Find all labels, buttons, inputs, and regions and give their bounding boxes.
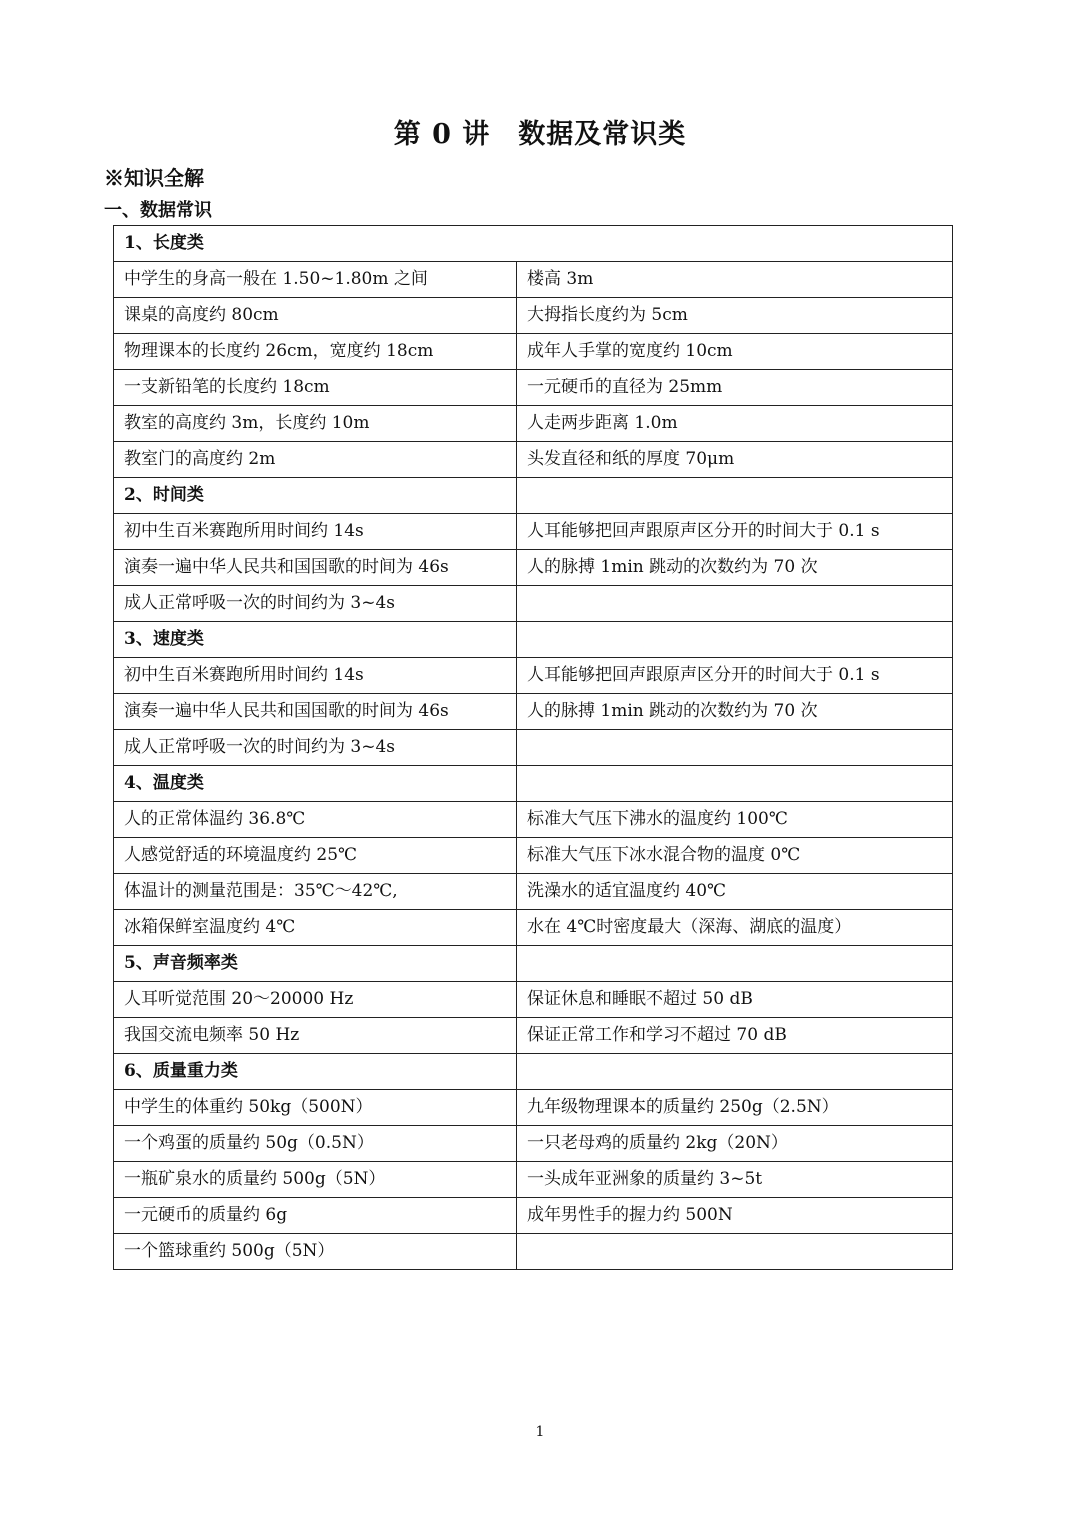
cell-right (517, 766, 953, 802)
cell-right: 人的脉搏 1min 跳动的次数约为 70 次 (517, 550, 953, 586)
table-row (114, 1162, 953, 1198)
cell-left: 物理课本的长度约 26cm，宽度约 18cm (114, 334, 517, 370)
category-label: 4、温度类 (114, 766, 517, 802)
page-number: 1 (535, 1424, 545, 1440)
cell-left: 教室的高度约 3m，长度约 10m (114, 406, 517, 442)
table-row (114, 694, 953, 730)
table-row (114, 370, 953, 406)
cell-left: 初中生百米赛跑所用时间约 14s (114, 514, 517, 550)
table-row (114, 262, 953, 298)
cell-right: 人的脉搏 1min 跳动的次数约为 70 次 (517, 694, 953, 730)
cell-left: 成人正常呼吸一次的时间约为 3~4s (114, 586, 517, 622)
table-row (114, 442, 953, 478)
subsection-heading: 一、数据常识 (104, 200, 212, 221)
cell-left: 教室门的高度约 2m (114, 442, 517, 478)
table-row (114, 1234, 953, 1270)
category-label: 5、声音频率类 (114, 946, 517, 982)
table-row (114, 838, 953, 874)
cell-left: 演奏一遍中华人民共和国国歌的时间为 46s (114, 694, 517, 730)
category-row (114, 478, 953, 514)
table-row (114, 982, 953, 1018)
table-row (114, 514, 953, 550)
cell-right: 水在 4℃时密度最大（深海、湖底的温度） (517, 910, 953, 946)
cell-right: 一只老母鸡的质量约 2kg（20N） (517, 1126, 953, 1162)
table-row (114, 658, 953, 694)
cell-left: 课桌的高度约 80cm (114, 298, 517, 334)
category-label: 3、速度类 (114, 622, 517, 658)
cell-right (517, 1234, 953, 1270)
category-label: 2、时间类 (114, 478, 517, 514)
cell-left: 一个鸡蛋的质量约 50g（0.5N） (114, 1126, 517, 1162)
cell-right: 头发直径和纸的厚度 70μm (517, 442, 953, 478)
cell-right (517, 622, 953, 658)
cell-right (517, 730, 953, 766)
cell-right: 人耳能够把回声跟原声区分开的时间大于 0.1 s (517, 658, 953, 694)
cell-left: 人感觉舒适的环境温度约 25℃ (114, 838, 517, 874)
table-row (114, 1090, 953, 1126)
cell-left: 体温计的测量范围是：35℃～42℃, (114, 874, 517, 910)
cell-right (517, 1054, 953, 1090)
cell-right: 保证正常工作和学习不超过 70 dB (517, 1018, 953, 1054)
table-row (114, 1126, 953, 1162)
cell-right: 成年人手掌的宽度约 10cm (517, 334, 953, 370)
cell-left: 冰箱保鲜室温度约 4℃ (114, 910, 517, 946)
cell-left: 一瓶矿泉水的质量约 500g（5N） (114, 1162, 517, 1198)
cell-left: 人耳听觉范围 20～20000 Hz (114, 982, 517, 1018)
table-row (114, 910, 953, 946)
table-row (114, 802, 953, 838)
category-row (114, 946, 953, 982)
category-row (114, 226, 953, 262)
table-row (114, 1198, 953, 1234)
table-body (114, 226, 953, 1270)
cell-left: 一元硬币的质量约 6g (114, 1198, 517, 1234)
cell-right (517, 586, 953, 622)
cell-left: 我国交流电频率 50 Hz (114, 1018, 517, 1054)
table-row (114, 550, 953, 586)
cell-right: 保证休息和睡眠不超过 50 dB (517, 982, 953, 1018)
table-row (114, 334, 953, 370)
cell-right (517, 946, 953, 982)
category-row (114, 622, 953, 658)
table-row (114, 298, 953, 334)
cell-left: 中学生的体重约 50kg（500N） (114, 1090, 517, 1126)
cell-left: 初中生百米赛跑所用时间约 14s (114, 658, 517, 694)
category-row (114, 1054, 953, 1090)
cell-left: 一个篮球重约 500g（5N） (114, 1234, 517, 1270)
cell-right: 楼高 3m (517, 262, 953, 298)
cell-left: 演奏一遍中华人民共和国国歌的时间为 46s (114, 550, 517, 586)
category-row (114, 766, 953, 802)
data-table (113, 225, 953, 1270)
cell-right: 洗澡水的适宜温度约 40℃ (517, 874, 953, 910)
category-label: 1、长度类 (114, 226, 953, 262)
cell-right: 标准大气压下沸水的温度约 100℃ (517, 802, 953, 838)
cell-right: 成年男性手的握力约 500N (517, 1198, 953, 1234)
page-title: 第 0 讲 数据及常识类 (393, 119, 687, 150)
table-row (114, 730, 953, 766)
cell-left: 一支新铅笔的长度约 18cm (114, 370, 517, 406)
section-heading: ※知识全解 (104, 166, 204, 190)
cell-right: 人走两步距离 1.0m (517, 406, 953, 442)
cell-right: 人耳能够把回声跟原声区分开的时间大于 0.1 s (517, 514, 953, 550)
table-row (114, 586, 953, 622)
cell-right (517, 478, 953, 514)
category-label: 6、质量重力类 (114, 1054, 517, 1090)
table-row (114, 1018, 953, 1054)
cell-right: 九年级物理课本的质量约 250g（2.5N） (517, 1090, 953, 1126)
cell-left: 人的正常体温约 36.8℃ (114, 802, 517, 838)
table-row (114, 406, 953, 442)
cell-right: 一元硬币的直径为 25mm (517, 370, 953, 406)
cell-left: 中学生的身高一般在 1.50~1.80m 之间 (114, 262, 517, 298)
cell-right: 一头成年亚洲象的质量约 3~5t (517, 1162, 953, 1198)
table-row (114, 874, 953, 910)
cell-left: 成人正常呼吸一次的时间约为 3~4s (114, 730, 517, 766)
cell-right: 标准大气压下冰水混合物的温度 0℃ (517, 838, 953, 874)
cell-right: 大拇指长度约为 5cm (517, 298, 953, 334)
